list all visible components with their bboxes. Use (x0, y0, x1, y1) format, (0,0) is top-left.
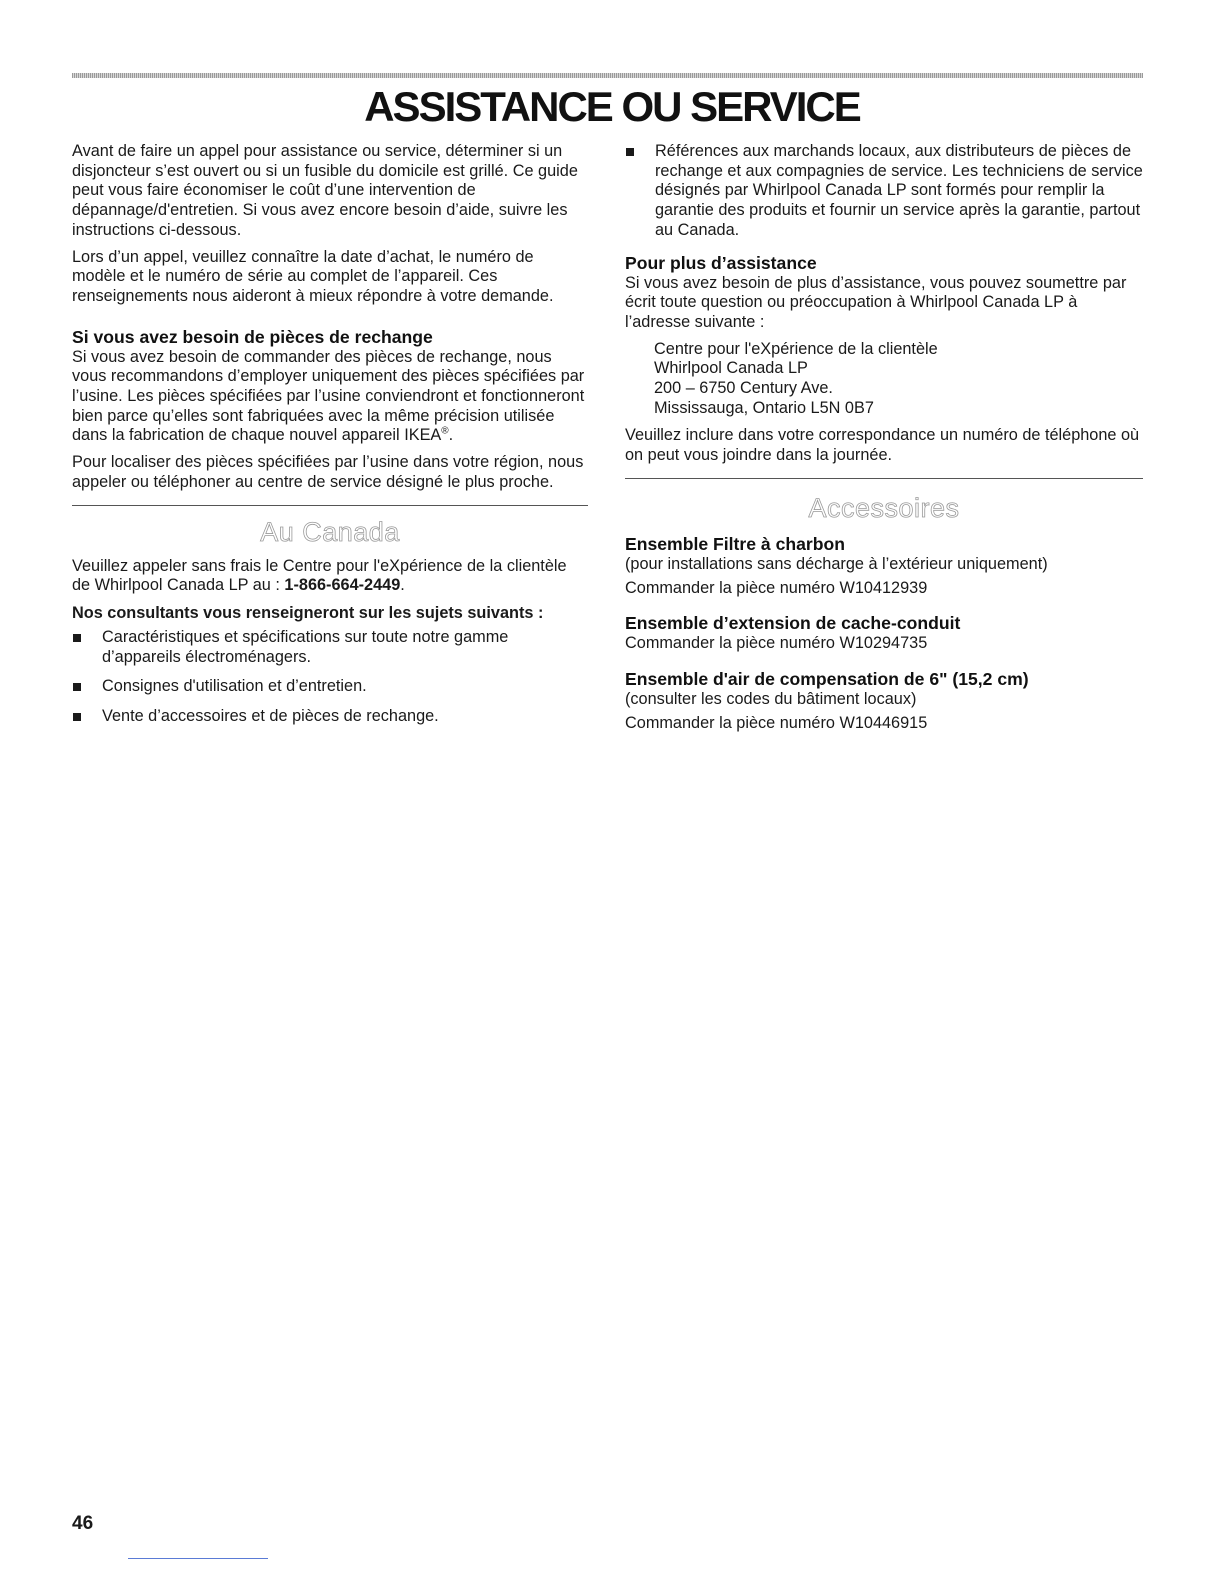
top-decorative-rule (72, 73, 1143, 78)
makeup-air-kit-order: Commander la pièce numéro W10446915 (625, 713, 928, 732)
square-bullet-icon (626, 148, 634, 156)
assistance-paragraph-2: Veuillez inclure dans votre correspondance un numéro de téléphone où on peut vous joindre dans la journée. (625, 426, 1140, 465)
filter-kit-note: (pour installations sans décharge à l’extérieur uniquement) (625, 554, 1048, 573)
section-divider-right (625, 478, 1143, 479)
canada-phone-number: 1-866-664-2449 (284, 576, 401, 595)
section-divider-left (72, 505, 588, 506)
square-bullet-icon (73, 713, 81, 721)
bottom-underline (128, 1558, 268, 1559)
address-line: 200 – 6750 Century Ave. (654, 379, 833, 398)
left-column (72, 142, 588, 737)
parts-heading: Si vous avez besoin de pièces de rechange (72, 326, 433, 347)
filter-kit-heading: Ensemble Filtre à charbon (625, 533, 845, 554)
accessories-heading: Accessoires (808, 492, 960, 523)
list-item: Vente d’accessoires et de pièces de rechange. (72, 707, 588, 727)
filter-kit-order: Commander la pièce numéro W10412939 (625, 578, 928, 597)
intro-paragraph-2: Lors d’un appel, veuillez connaître la date d’achat, le numéro de modèle et le numéro de série au complet de l’appareil. Ces renseignements nous aideront à mieux répondre à votre demande. (72, 247, 554, 305)
square-bullet-icon (73, 683, 81, 691)
canada-heading: Au Canada (260, 516, 400, 547)
square-bullet-icon (73, 634, 81, 642)
intro-paragraph-1: Avant de faire un appel pour assistance ou service, déterminer si un disjoncteur s’est ouvert ou si un fusible du domicile est grillé. Ce guide peut vous faire économiser le coût d’une intervention de dépannage/d'entretien. Si vous avez encore besoin d’aide, suivre les instructions ci-dessous. (72, 142, 578, 239)
assistance-heading: Pour plus d’assistance (625, 252, 817, 273)
consultants-list (72, 628, 588, 727)
page-title: ASSISTANCE OU SERVICE (364, 83, 860, 130)
parts-paragraph-2: Pour localiser des pièces spécifiées par l’usine dans votre région, nous appeler ou téléphoner au centre de service désigné le plus proche. (72, 453, 584, 491)
extension-kit-order: Commander la pièce numéro W10294735 (625, 634, 928, 653)
makeup-air-kit-note: (consulter les codes du bâtiment locaux) (625, 689, 917, 708)
address-line: Centre pour l'eXpérience de la clientèle (654, 339, 938, 358)
parts-paragraph-1: Si vous avez besoin de commander des pièces de rechange, nous vous recommandons d’employer uniquement des pièces spécifiées par l’usine. Les pièces spécifiées par l’usine conviendront et fonctionneront bien parce qu’elles sont fabriquées avec la même précision utilisée dans la fabrication de chaque nouvel appareil IKEA®. (72, 347, 585, 445)
registered-mark: ® (441, 426, 449, 438)
address-line: Whirlpool Canada LP (654, 359, 808, 378)
list-item: Consignes d'utilisation et d’entretien. (72, 677, 588, 697)
assistance-paragraph: Si vous avez besoin de plus d’assistance, vous pouvez soumettre par écrit toute question ou préoccupation à Whirlpool Canada LP à l’adresse suivante : (625, 273, 1127, 331)
mailing-address (625, 340, 1143, 419)
list-item: Références aux marchands locaux, aux distributeurs de pièces de rechange et aux compagnies de service. Les techniciens de service désignés par Whirlpool Canada LP sont formés pour remplir la garantie des produits et fournir un service après la garantie, partout au Canada. (625, 142, 1143, 241)
right-column (625, 142, 1143, 740)
address-line: Mississauga, Ontario L5N 0B7 (654, 398, 874, 417)
canada-paragraph: Veuillez appeler sans frais le Centre pour l'eXpérience de la clientèle de Whirlpool Canada LP au : 1-866-664-2449. (72, 556, 567, 595)
consultants-heading: Nos consultants vous renseigneront sur les sujets suivants : (72, 603, 544, 622)
dealers-list (625, 142, 1143, 241)
list-item: Caractéristiques et spécifications sur toute notre gamme d’appareils électroménagers. (72, 628, 588, 667)
makeup-air-kit-heading: Ensemble d'air de compensation de 6" (15,2 cm) (625, 668, 1029, 689)
page-number: 46 (72, 1513, 94, 1534)
extension-kit-heading: Ensemble d’extension de cache-conduit (625, 613, 961, 634)
